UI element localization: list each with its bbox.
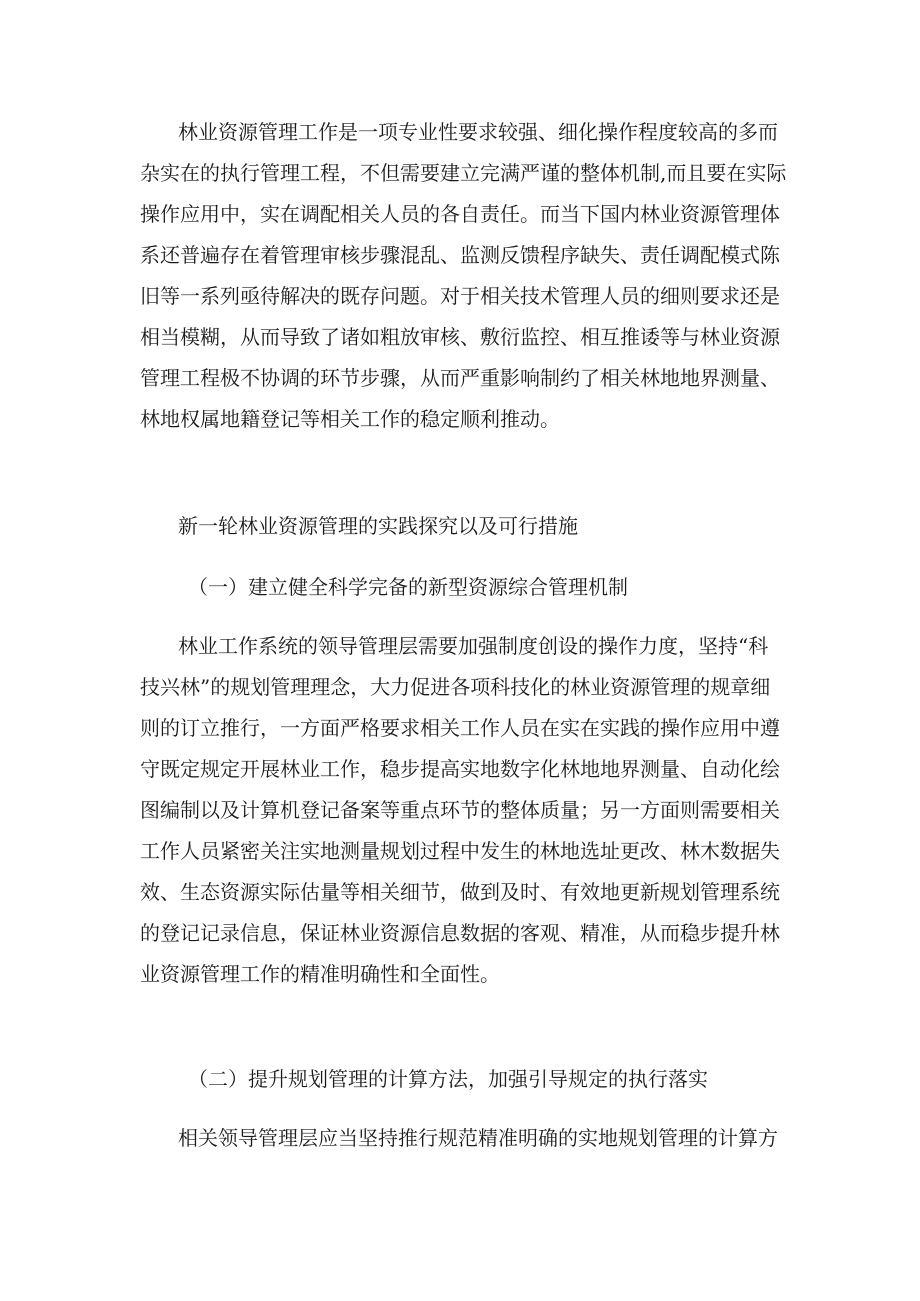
paragraph-2-line-9: 业资源管理工作的精准明确性和全面性。: [140, 962, 500, 986]
paragraph-2-line-5: 图编制以及计算机登记备案等重点环节的整体质量；另一方面则需要相关: [140, 798, 780, 822]
paragraph-1-line-7: 管理工程极不协调的环节步骤，从而严重影响制约了相关林地地界测量、: [140, 366, 780, 390]
paragraph-2-line-6: 工作人员紧密关注实地测量规划过程中发生的林地选址更改、林木数据失: [140, 839, 780, 863]
paragraph-2-line-7: 效、生态资源实际估量等相关细节，做到及时、有效地更新规划管理系统: [140, 880, 780, 904]
subsection-heading-1: （一）建立健全科学完备的新型资源综合管理机制: [188, 575, 628, 599]
paragraph-1-line-4: 系还普遍存在着管理审核步骤混乱、监测反馈程序缺失、责任调配模式陈: [140, 243, 780, 267]
paragraph-2-line-8: 的登记记录信息，保证林业资源信息数据的客观、精准，从而稳步提升林: [140, 921, 780, 945]
paragraph-1-line-3: 操作应用中，实在调配相关人员的各自责任。而当下国内林业资源管理体: [140, 202, 780, 226]
paragraph-1-line-2: 杂实在的执行管理工程，不但需要建立完满严谨的整体机制,而且要在实际: [140, 161, 787, 185]
paragraph-2-line-1: 林业工作系统的领导管理层需要加强制度创设的操作力度，坚持“科: [178, 634, 769, 658]
paragraph-1-line-5: 旧等一系列亟待解决的既存问题。对于相关技术管理人员的细则要求还是: [140, 284, 780, 308]
paragraph-2-line-2: 技兴林”的规划管理理念，大力促进各项科技化的林业资源管理的规章细: [140, 675, 771, 699]
paragraph-2-line-3: 则的订立推行，一方面严格要求相关工作人员在实在实践的操作应用中遵: [140, 716, 780, 740]
paragraph-1-line-8: 林地权属地籍登记等相关工作的稳定顺利推动。: [140, 407, 560, 431]
section-heading: 新一轮林业资源管理的实践探究以及可行措施: [178, 514, 578, 538]
paragraph-2-line-4: 守既定规定开展林业工作，稳步提高实地数字化林地地界测量、自动化绘: [140, 757, 780, 781]
subsection-heading-2: （二）提升规划管理的计算方法，加强引导规定的执行落实: [188, 1067, 708, 1091]
paragraph-1-line-6: 相当模糊，从而导致了诸如粗放审核、敷衍监控、相互推诿等与林业资源: [140, 325, 780, 349]
paragraph-3-line-1: 相关领导管理层应当坚持推行规范精准明确的实地规划管理的计算方: [178, 1126, 778, 1150]
paragraph-1-line-1: 林业资源管理工作是一项专业性要求较强、细化操作程度较高的多而: [178, 120, 778, 144]
